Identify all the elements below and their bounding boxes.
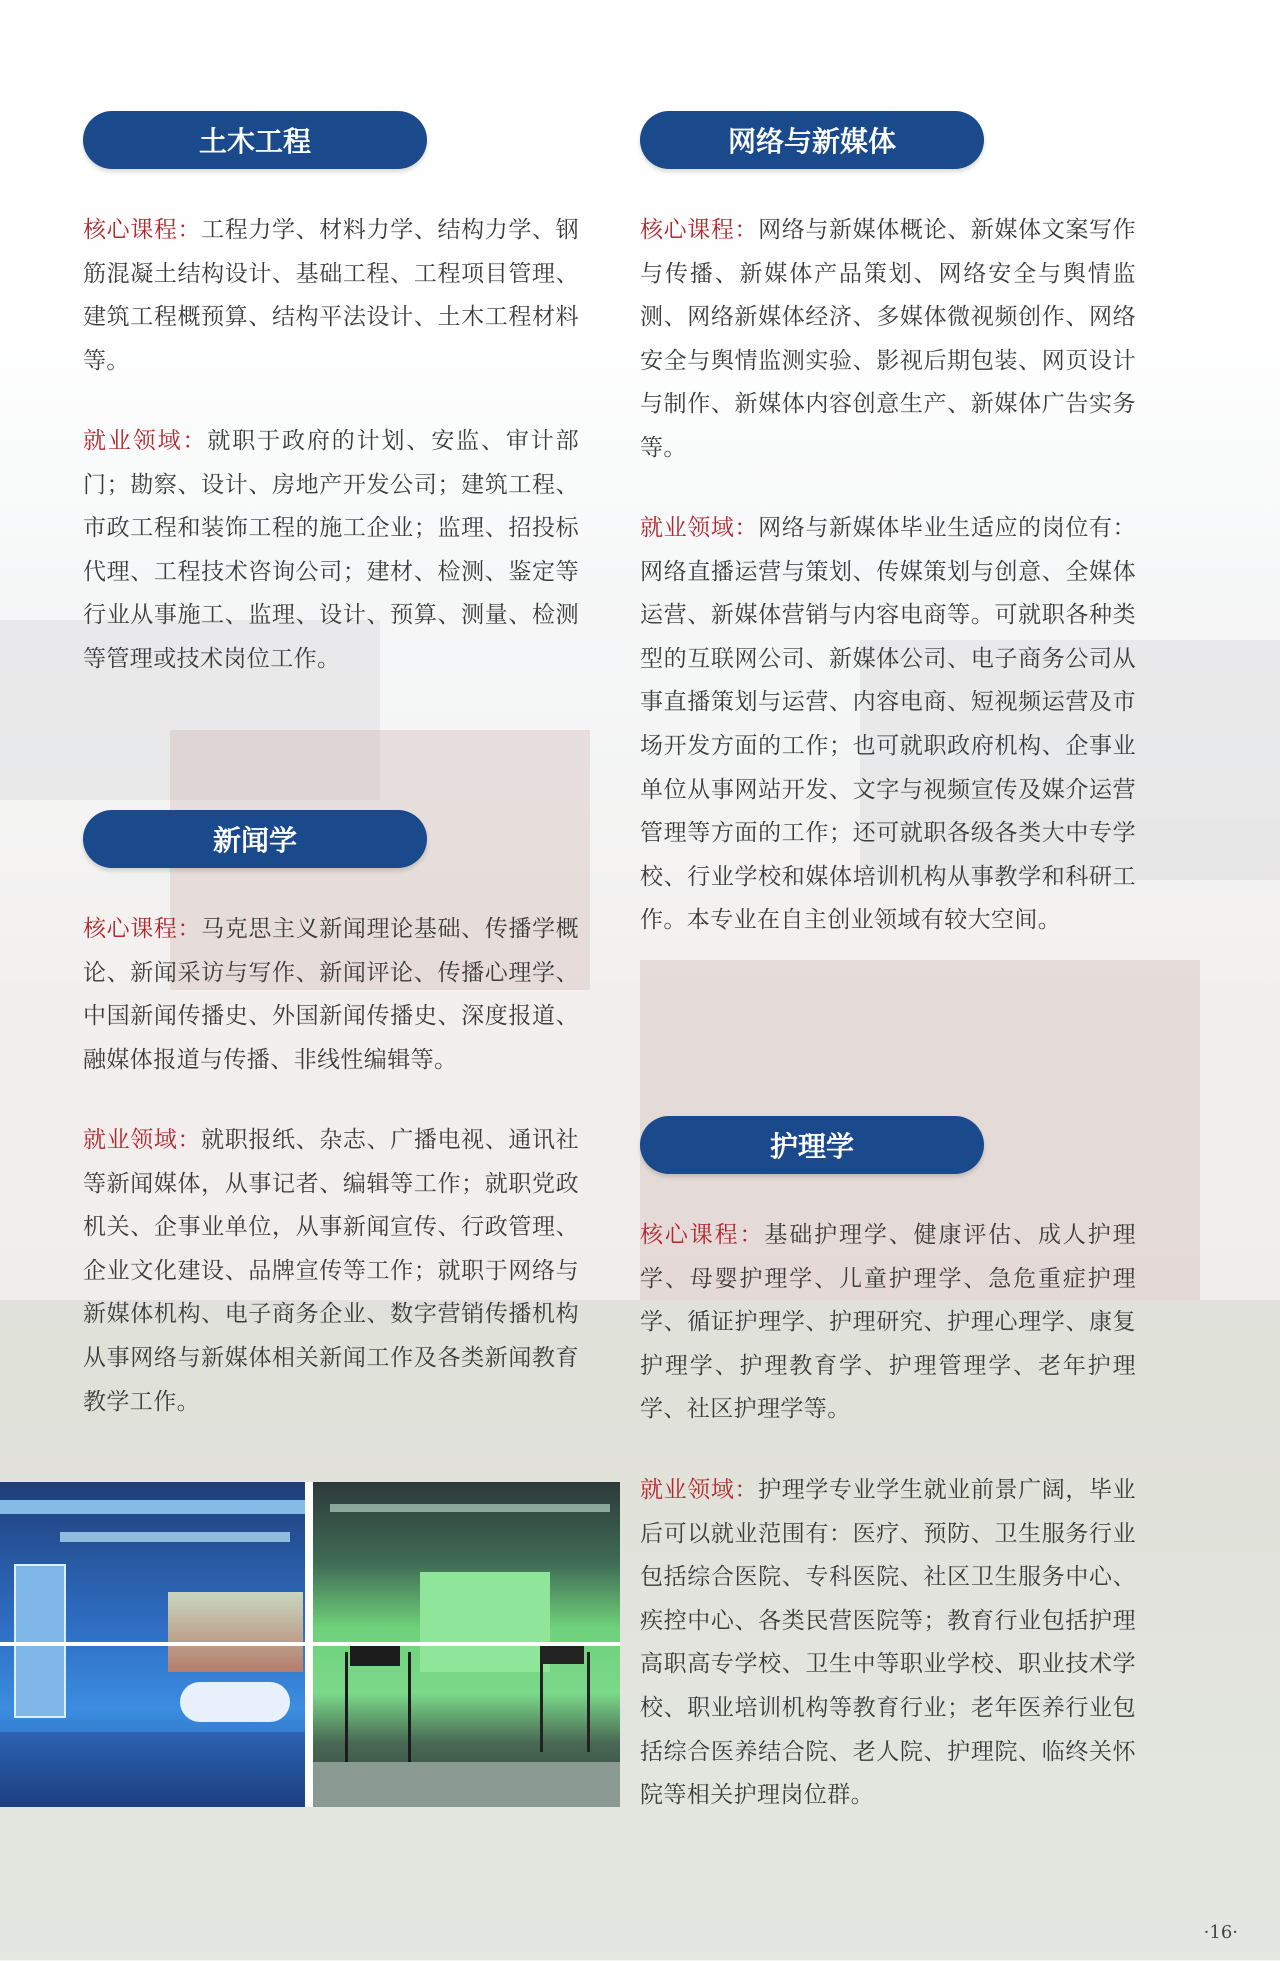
new-media-core-courses: [640, 209, 1136, 471]
job-label: 就业领域：: [83, 1127, 202, 1153]
studio-photo: [0, 1482, 620, 1807]
section-title-new-media: 网络与新媒体: [640, 111, 984, 169]
core-label: 核心课程：: [83, 916, 202, 942]
core-text: 马克思主义新闻理论基础、传播学概论、新闻采访与写作、新闻评论、传播心理学、中国新闻传播史、外国新闻传播史、深度报道、融媒体报道与传播、非线性编辑等。: [83, 916, 580, 1073]
nursing-employment: [640, 1469, 1136, 1818]
anchor-desk: [180, 1682, 290, 1722]
core-text: 基础护理学、健康评估、成人护理学、母婴护理学、儿童护理学、急危重症护理学、循证护理学、护理研究、护理心理学、康复护理学、护理教育学、护理管理学、老年护理学、社区护理学等。: [640, 1222, 1137, 1423]
civil-core-courses: [83, 209, 579, 383]
job-text: 网络与新媒体毕业生适应的岗位有：网络直播运营与策划、传媒策划与创意、全媒体运营、新媒体营销与内容电商等。可就职各种类型的互联网公司、新媒体公司、电子商务公司从事直播策划与运营、内容电商、短视频运营及市场开发方面的工作；也可就职政府机构、企事业单位从事网站开发、文字与视频宣传及媒介运营管理等方面的工作；还可就职各级各类大中专学校、行业学校和媒体培训机构从事教学和科研工作。本专业在自主创业领域有较大空间。: [640, 515, 1137, 934]
studio-floor: [0, 1732, 305, 1807]
core-label: 核心课程：: [640, 1222, 765, 1248]
studio-screen: [14, 1564, 66, 1718]
lighting-rig: [330, 1504, 610, 1512]
ceiling-light: [0, 1500, 305, 1514]
section-title-journalism: 新闻学: [83, 810, 427, 868]
core-text: 工程力学、材料力学、结构力学、钢筋混凝土结构设计、基础工程、工程项目管理、建筑工程概预算、结构平法设计、土木工程材料等。: [83, 217, 580, 374]
photo-divider: [0, 1642, 620, 1646]
camera-tripod: [540, 1652, 590, 1752]
job-text: 就职报纸、杂志、广播电视、通讯社等新闻媒体，从事记者、编辑等工作；就职党政机关、企事业单位，从事新闻宣传、行政管理、企业文化建设、品牌宣传等工作；就职于网络与新媒体机构、电子商务企业、数字营销传播机构从事网络与新媒体相关新闻工作及各类新闻教育教学工作。: [83, 1127, 580, 1415]
section-title-civil: 土木工程: [83, 111, 427, 169]
job-text: 就职于政府的计划、安监、审计部门；勘察、设计、房地产开发公司；建筑工程、市政工程和装饰工程的施工企业；监理、招投标代理、工程技术咨询公司；建材、检测、鉴定等行业从事施工、监理、设计、预算、测量、检测等管理或技术岗位工作。: [83, 428, 580, 672]
journalism-employment: [83, 1119, 579, 1424]
civil-employment: [83, 420, 579, 682]
ceiling-light: [60, 1532, 290, 1542]
core-label: 核心课程：: [640, 217, 759, 243]
core-text: 网络与新媒体概论、新媒体文案写作与传播、新媒体产品策划、网络安全与舆情监测、网络新媒体经济、多媒体微视频创作、网络安全与舆情监测实验、影视后期包装、网页设计与制作、新媒体内容创意生产、新媒体广告实务等。: [640, 217, 1137, 461]
section-title-nursing: 护理学: [640, 1116, 984, 1174]
studio-floor: [313, 1762, 620, 1807]
studio-screen: [168, 1592, 303, 1672]
camera-tripod: [345, 1652, 411, 1762]
green-screen: [420, 1572, 550, 1672]
page-number: ·16·: [1203, 1922, 1238, 1943]
core-label: 核心课程：: [83, 217, 202, 243]
job-text: 护理学专业学生就业前景广阔，毕业后可以就业范围有：医疗、预防、卫生服务行业包括综合医院、专科医院、社区卫生服务中心、疾控中心、各类民营医院等；教育行业包括护理高职高专学校、卫生中等职业学校、职业技术学校、职业培训机构等教育行业；老年医养行业包括综合医养结合院、老人院、护理院、临终关怀院等相关护理岗位群。: [640, 1477, 1137, 1809]
nursing-core-courses: [640, 1214, 1136, 1432]
journalism-core-courses: [83, 908, 579, 1082]
new-media-employment: [640, 507, 1136, 943]
job-label: 就业领域：: [640, 1477, 759, 1503]
job-label: 就业领域：: [83, 428, 208, 454]
job-label: 就业领域：: [640, 515, 759, 541]
